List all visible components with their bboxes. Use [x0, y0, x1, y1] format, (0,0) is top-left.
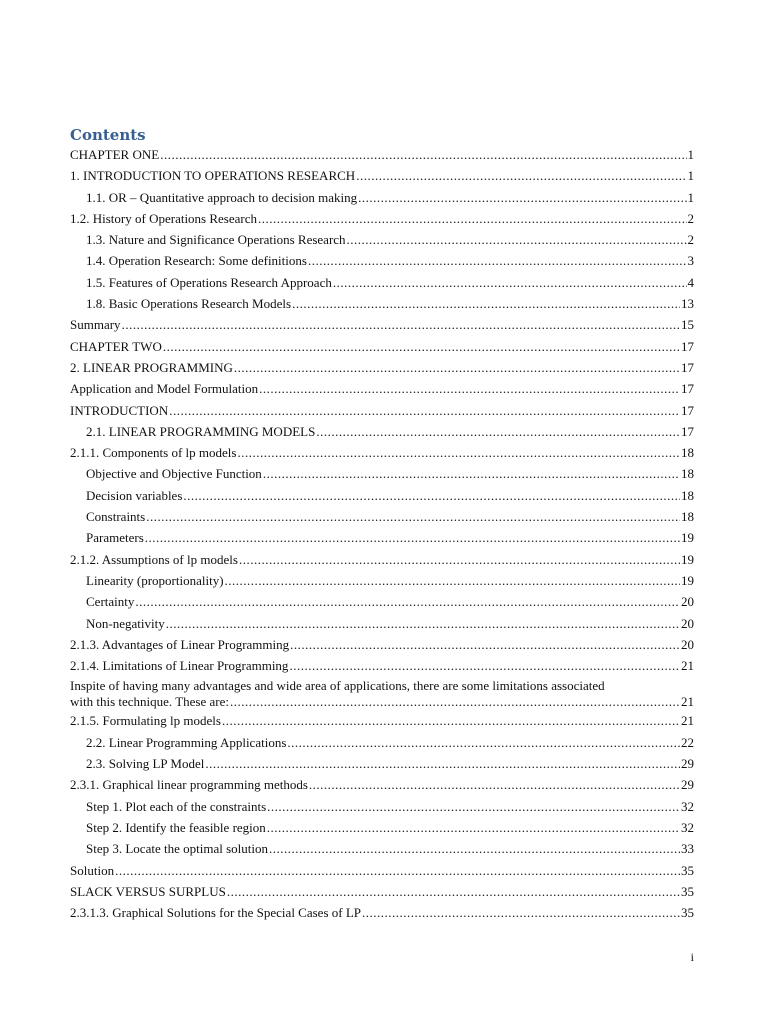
- toc-entry[interactable]: [70, 615, 694, 636]
- toc-entry[interactable]: [70, 904, 694, 925]
- toc-entry-title: 1. INTRODUCTION TO OPERATIONS RESEARCH: [70, 168, 356, 184]
- toc-entry[interactable]: [70, 755, 694, 776]
- toc-entry-title: 2. LINEAR PROGRAMMING: [70, 359, 233, 375]
- toc-dot-leader: [115, 862, 680, 879]
- toc-entry[interactable]: [70, 252, 694, 273]
- toc-entry-title-line2: with this technique. These are:: [70, 694, 229, 710]
- toc-dot-leader: [222, 712, 680, 729]
- toc-entry[interactable]: [70, 295, 694, 316]
- toc-dot-leader: [205, 755, 680, 772]
- toc-entry-page: 17: [681, 359, 694, 375]
- toc-entry-page: 20: [681, 636, 694, 652]
- toc-dot-leader: [122, 316, 680, 333]
- toc-dot-leader: [135, 593, 680, 610]
- toc-dot-leader: [269, 840, 680, 857]
- toc-entry[interactable]: [70, 636, 694, 657]
- toc-dot-leader: [309, 776, 680, 793]
- toc-entry[interactable]: [70, 359, 694, 380]
- toc-entry-page: 3: [687, 253, 694, 269]
- page-number: i: [690, 950, 694, 964]
- toc-entry-title: 2.1.3. Advantages of Linear Programming: [70, 636, 290, 652]
- toc-entry-title: Application and Model Formulation: [70, 381, 259, 397]
- toc-dot-leader: [362, 904, 680, 921]
- toc-entry[interactable]: [70, 316, 694, 337]
- toc-entry-title: Parameters: [86, 530, 144, 546]
- toc-entry-title: 2.1.1. Components of lp models: [70, 445, 237, 461]
- toc-entry-page: 17: [681, 381, 694, 397]
- toc-entry-row2: [70, 694, 694, 710]
- toc-entry-page: 35: [681, 862, 694, 878]
- toc-entry-page: 4: [687, 274, 694, 290]
- toc-entry-title: 1.3. Nature and Significance Operations Research: [86, 232, 346, 248]
- toc-entry-page: 19: [681, 551, 694, 567]
- toc-entry-title: 1.5. Features of Operations Research Approach: [86, 274, 332, 290]
- toc-dot-leader: [230, 694, 680, 710]
- toc-dot-leader: [258, 210, 686, 227]
- toc-entry-title: 2.3.1. Graphical linear programming methods: [70, 777, 308, 793]
- toc-entry-page: 19: [681, 530, 694, 546]
- toc-dot-leader: [225, 572, 680, 589]
- toc-entry-title: 2.1.2. Assumptions of lp models: [70, 551, 238, 567]
- toc-entry-page: 17: [681, 402, 694, 418]
- toc-entry-title: 2.1. LINEAR PROGRAMMING MODELS: [86, 423, 316, 439]
- toc-entry-page: 22: [681, 734, 694, 750]
- toc-entry-page: 32: [681, 798, 694, 814]
- toc-entry-page: 18: [681, 509, 694, 525]
- toc-entry-page: 2: [687, 232, 694, 248]
- toc-entry-page: 1: [687, 189, 694, 205]
- toc-entry[interactable]: [70, 529, 694, 550]
- toc-entry-title: SLACK VERSUS SURPLUS: [70, 883, 226, 899]
- toc-dot-leader: [146, 508, 680, 525]
- toc-entry-title: 1.1. OR – Quantitative approach to decision making: [86, 189, 358, 205]
- toc-entry-page: 20: [681, 615, 694, 631]
- toc-entry[interactable]: [70, 338, 694, 359]
- toc-entry[interactable]: [70, 444, 694, 465]
- toc-entry[interactable]: [70, 274, 694, 295]
- toc-entry-title: 2.3. Solving LP Model: [86, 756, 205, 772]
- toc-entry[interactable]: [70, 508, 694, 529]
- toc-entry-title: 1.8. Basic Operations Research Models: [86, 296, 292, 312]
- toc-dot-leader: [287, 734, 680, 751]
- toc-entry-multiline[interactable]: [70, 678, 694, 712]
- toc-entry-title-line1: Inspite of having many advantages and wide area of applications, there are some limitations associated: [70, 678, 605, 694]
- toc-dot-leader: [145, 529, 680, 546]
- toc-entry-page: 33: [681, 841, 694, 857]
- toc-entry[interactable]: [70, 167, 694, 188]
- toc-entry-page: 2: [687, 210, 694, 226]
- toc-dot-leader: [292, 295, 680, 312]
- toc-dot-leader: [358, 189, 686, 206]
- toc-entry-title: Decision variables: [86, 487, 183, 503]
- toc-entry[interactable]: [70, 657, 694, 678]
- toc-entry-title: Step 2. Identify the feasible region: [86, 819, 266, 835]
- toc-entry[interactable]: [70, 423, 694, 444]
- toc-entry-title: Summary: [70, 317, 121, 333]
- toc-dot-leader: [267, 819, 680, 836]
- toc-entry[interactable]: [70, 776, 694, 797]
- toc-entry[interactable]: [70, 840, 694, 861]
- toc-entry-page: 35: [681, 905, 694, 921]
- toc-entry-page: 20: [681, 594, 694, 610]
- toc-dot-leader: [267, 798, 680, 815]
- toc-entry-page: 29: [681, 777, 694, 793]
- toc-entry[interactable]: [70, 380, 694, 401]
- toc-dot-leader: [308, 252, 687, 269]
- toc-entry-title: Constraints: [86, 509, 146, 525]
- toc-entry-title: Objective and Objective Function: [86, 466, 262, 482]
- toc-entry-title: CHAPTER ONE: [70, 147, 160, 162]
- toc-entry[interactable]: [70, 593, 694, 614]
- toc-entry[interactable]: [70, 819, 694, 840]
- toc-entry-title: 2.2. Linear Programming Applications: [86, 734, 287, 750]
- toc-dot-leader: [166, 615, 680, 632]
- toc-entry[interactable]: [70, 712, 694, 733]
- toc-dot-leader: [347, 231, 687, 248]
- toc-entry-title: 1.4. Operation Research: Some definitions: [86, 253, 307, 269]
- toc-dot-leader: [289, 657, 680, 674]
- toc-entry[interactable]: [70, 883, 694, 904]
- toc-dot-leader: [160, 146, 686, 163]
- toc-dot-leader: [290, 636, 680, 653]
- toc-entry-page: 21: [681, 713, 694, 729]
- toc-entry-page: 1: [687, 147, 694, 162]
- toc-dot-leader: [333, 274, 687, 291]
- toc-entry-page: 21: [681, 658, 694, 674]
- toc-entry[interactable]: [70, 572, 694, 593]
- toc-entry-page: 17: [681, 338, 694, 354]
- toc-entry-title: Linearity (proportionality): [86, 572, 224, 588]
- toc-entry-title: 2.3.1.3. Graphical Solutions for the Special Cases of LP: [70, 905, 362, 921]
- toc-entry-title: Certainty: [86, 594, 135, 610]
- toc-entry-page: 21: [681, 694, 694, 710]
- toc-entry-title: 2.1.4. Limitations of Linear Programming: [70, 658, 289, 674]
- toc-entry[interactable]: [70, 210, 694, 231]
- toc-entry-title: CHAPTER TWO: [70, 338, 162, 354]
- toc-entry-title: 1.2. History of Operations Research: [70, 210, 258, 226]
- document-page: [70, 124, 694, 925]
- toc-entry[interactable]: [70, 189, 694, 210]
- toc-entry[interactable]: [70, 798, 694, 819]
- toc-entry-page: 35: [681, 883, 694, 899]
- toc-entry-title: INTRODUCTION: [70, 402, 169, 418]
- toc-list: [70, 146, 694, 925]
- toc-entry-page: 19: [681, 572, 694, 588]
- toc-entry-page: 13: [681, 296, 694, 312]
- toc-entry[interactable]: [70, 146, 694, 167]
- toc-dot-leader: [237, 444, 680, 461]
- toc-entry-page: 18: [681, 445, 694, 461]
- toc-entry-title: Non-negativity: [86, 615, 165, 631]
- toc-entry-title: 2.1.5. Formulating lp models: [70, 713, 221, 729]
- toc-entry-page: 1: [687, 168, 694, 184]
- toc-entry-page: 18: [681, 466, 694, 482]
- toc-entry[interactable]: [70, 862, 694, 883]
- toc-entry[interactable]: [70, 231, 694, 252]
- toc-entry[interactable]: [70, 402, 694, 423]
- toc-entry-page: 17: [681, 423, 694, 439]
- toc-entry-title: Step 1. Plot each of the constraints: [86, 798, 267, 814]
- toc-entry-page: 15: [681, 317, 694, 333]
- toc-dot-leader: [263, 465, 680, 482]
- toc-dot-leader: [227, 883, 680, 900]
- toc-entry-page: 32: [681, 819, 694, 835]
- toc-heading: Contents: [70, 126, 146, 144]
- toc-entry-title: Solution: [70, 862, 115, 878]
- toc-dot-leader: [239, 551, 680, 568]
- toc-dot-leader: [163, 338, 680, 355]
- toc-entry[interactable]: [70, 487, 694, 508]
- toc-dot-leader: [316, 423, 680, 440]
- toc-dot-leader: [234, 359, 680, 376]
- toc-entry-page: 18: [681, 487, 694, 503]
- toc-entry[interactable]: [70, 734, 694, 755]
- toc-dot-leader: [169, 402, 680, 419]
- toc-dot-leader: [356, 167, 686, 184]
- toc-dot-leader: [259, 380, 680, 397]
- toc-entry-page: 29: [681, 756, 694, 772]
- toc-entry-title: Step 3. Locate the optimal solution: [86, 841, 268, 857]
- toc-entry[interactable]: [70, 551, 694, 572]
- toc-entry[interactable]: [70, 465, 694, 486]
- toc-dot-leader: [183, 487, 680, 504]
